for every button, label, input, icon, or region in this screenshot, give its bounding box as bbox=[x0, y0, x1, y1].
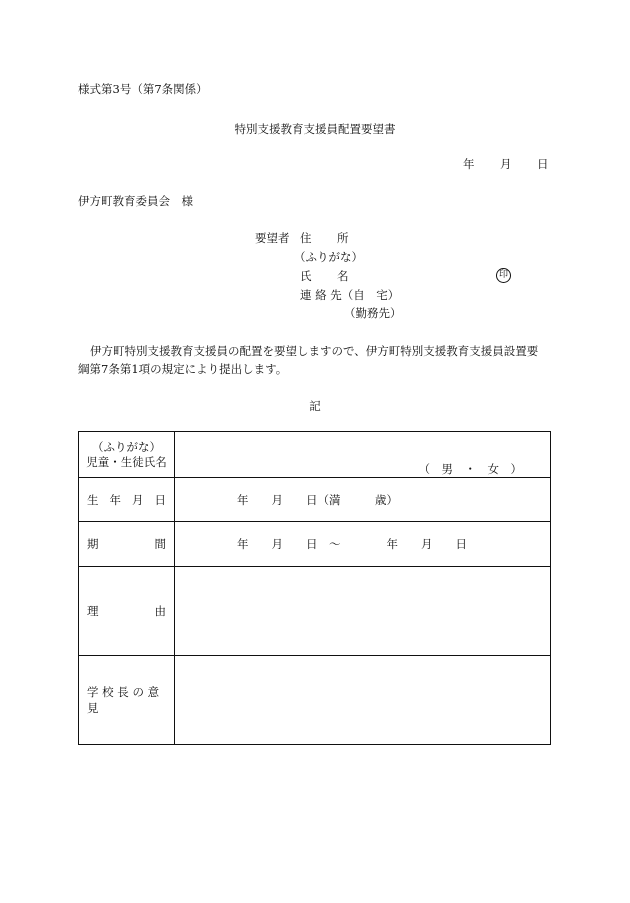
request-form-table bbox=[78, 431, 551, 745]
document-title: 特別支援教育支援員配置要望書 bbox=[234, 122, 396, 136]
period-value-cell[interactable] bbox=[175, 522, 551, 567]
body-line-2: 綱第7条第1項の規定により提出します。 bbox=[78, 362, 288, 376]
address-label-1: 住 bbox=[300, 231, 312, 245]
birthdate-label-char-1: 生 bbox=[87, 492, 99, 507]
period-row bbox=[79, 522, 551, 567]
principal-opinion-label: 学 校 長 の 意 見 bbox=[87, 685, 160, 715]
address-label-2: 所 bbox=[337, 231, 349, 245]
period-label-char-2: 間 bbox=[154, 537, 166, 551]
reason-value-cell[interactable] bbox=[175, 567, 551, 656]
principal-opinion-label-cell bbox=[79, 656, 175, 745]
reason-label-cell bbox=[79, 567, 175, 656]
recipient-honorific: 様 bbox=[181, 194, 193, 208]
reason-label-char-2: 由 bbox=[154, 604, 166, 618]
form-number: 様式第3号（第7条関係） bbox=[78, 82, 208, 96]
birthdate-label-cell bbox=[79, 478, 175, 522]
contact-work-label: （勤務先） bbox=[344, 306, 402, 320]
birthdate-label-char-4: 日 bbox=[154, 492, 166, 507]
seal-mark-icon: 印 bbox=[496, 266, 511, 283]
reason-label-char-1: 理 bbox=[87, 604, 99, 618]
reason-row bbox=[79, 567, 551, 656]
principal-opinion-value-cell[interactable] bbox=[175, 656, 551, 745]
date-month-label: 月 bbox=[500, 157, 512, 171]
period-label-char-1: 期 bbox=[87, 537, 99, 551]
period-value: 年 月 日 〜 年 月 日 bbox=[237, 537, 467, 551]
name-label-1: 氏 bbox=[300, 269, 312, 283]
birthdate-value-cell[interactable] bbox=[175, 478, 551, 522]
student-name-label-cell bbox=[79, 432, 175, 478]
student-name-label: 児童・生徒氏名 bbox=[86, 454, 167, 469]
date-year-label: 年 bbox=[463, 157, 475, 171]
requester-furigana-label: （ふりがな） bbox=[294, 250, 363, 264]
period-label-cell bbox=[79, 522, 175, 567]
student-furigana-label: （ふりがな） bbox=[92, 439, 161, 454]
student-name-value-cell[interactable] bbox=[175, 432, 551, 478]
name-label-2: 名 bbox=[337, 269, 349, 283]
birthdate-value: 年 月 日（満 歳） bbox=[237, 492, 398, 507]
birthdate-row bbox=[79, 478, 551, 522]
date-day-label: 日 bbox=[537, 157, 549, 171]
recipient-name: 伊方町教育委員会 bbox=[78, 194, 170, 208]
student-name-row bbox=[79, 432, 551, 478]
recipient bbox=[78, 193, 193, 209]
requester-label: 要望者 bbox=[255, 231, 290, 245]
body-line-1: 伊方町特別支援教育支援員の配置を要望しますので、伊方町特別支援教育支援員設置要 bbox=[90, 344, 539, 358]
contact-home-label: 連 絡 先（自 宅） bbox=[300, 288, 400, 302]
birthdate-label-char-2: 年 bbox=[109, 492, 121, 507]
principal-opinion-row bbox=[79, 656, 551, 745]
gender-options[interactable]: （ 男 ・ 女 ） bbox=[418, 462, 522, 476]
birthdate-label-char-3: 月 bbox=[132, 492, 144, 507]
ki-heading: 記 bbox=[309, 399, 321, 413]
